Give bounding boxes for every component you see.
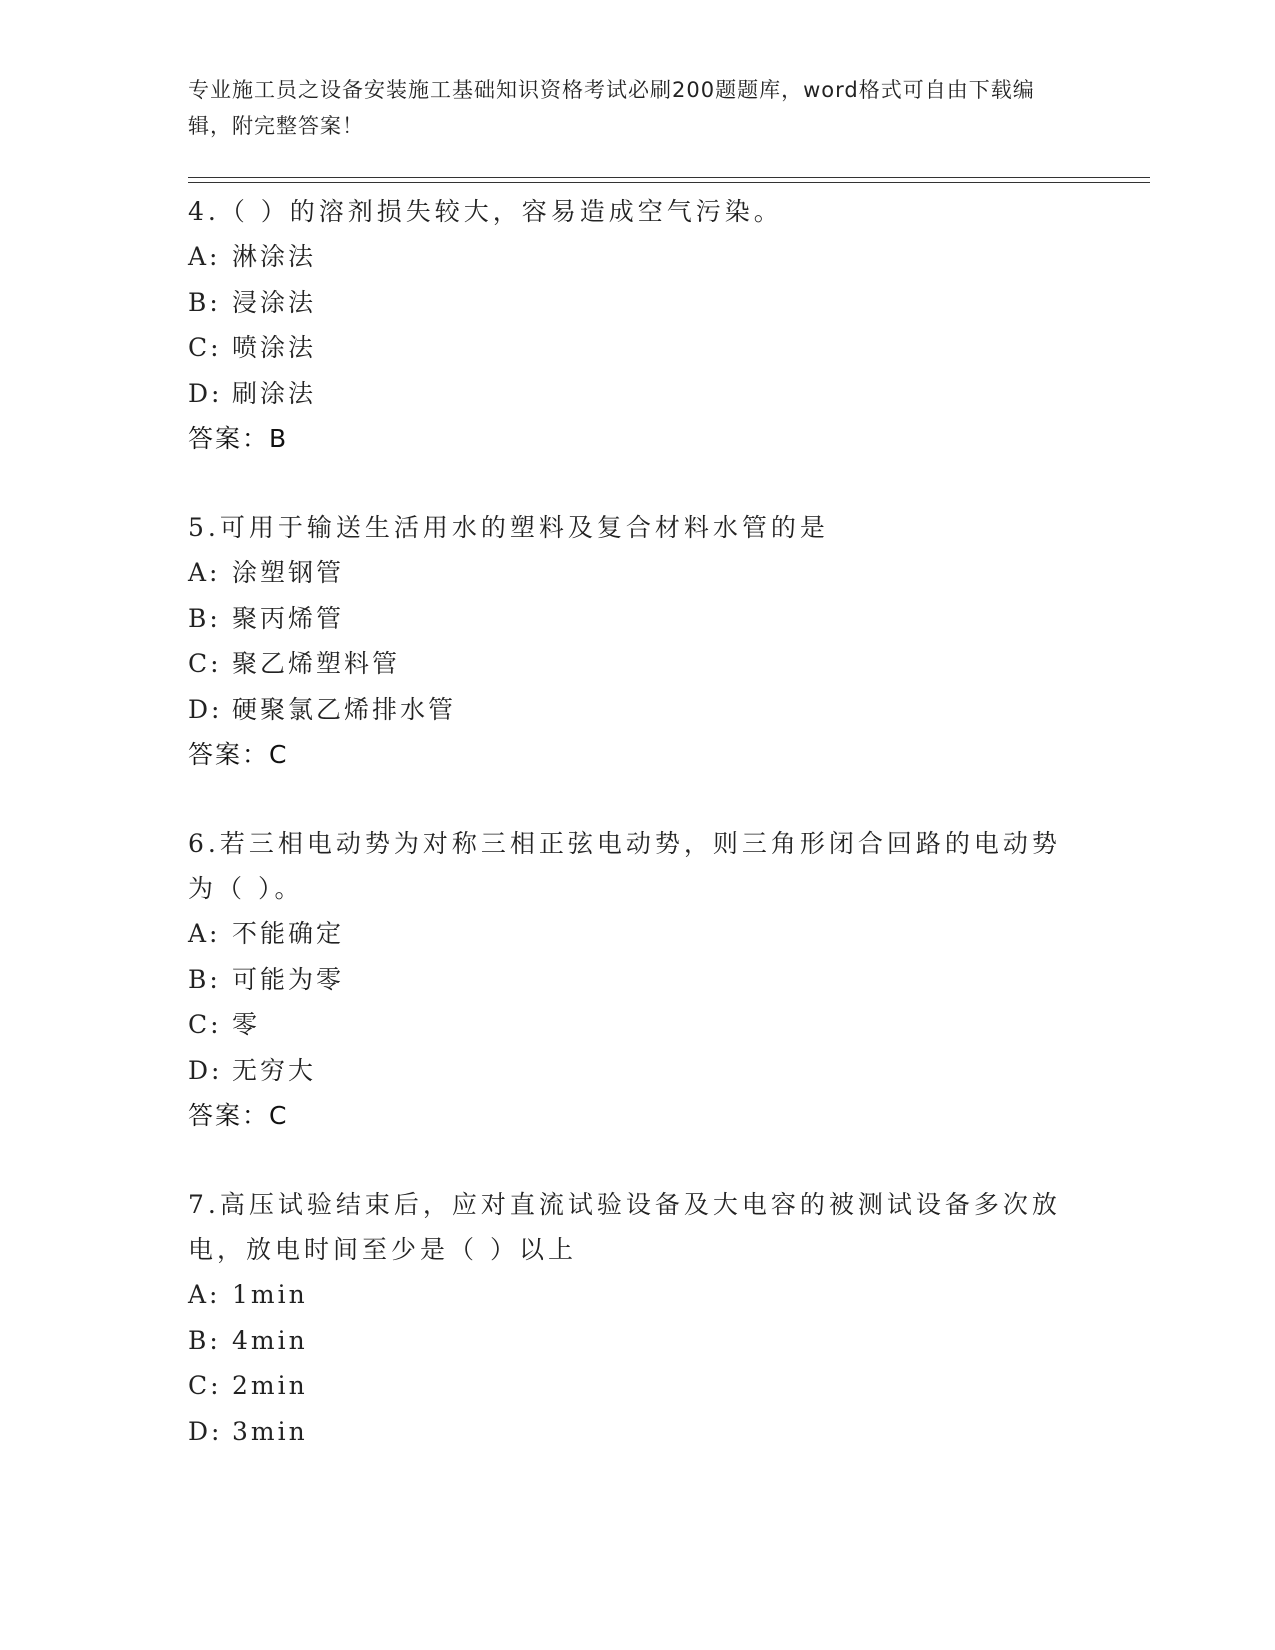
header-divider-top: [188, 177, 1150, 178]
option-text: 聚丙烯管: [232, 603, 345, 633]
option-letter: D:: [188, 694, 223, 724]
question-7: [188, 1182, 1068, 1454]
option-b: [188, 1318, 1068, 1364]
option-a: [188, 1272, 1068, 1318]
option-letter: A:: [188, 242, 221, 271]
option-letter: C:: [188, 1371, 222, 1400]
option-text: 3min: [232, 1416, 308, 1446]
document-header: 专业施工员之设备安装施工基础知识资格考试必刷200题题库，word格式可自由下载编辑，附完整答案！: [188, 78, 1035, 138]
option-d: [188, 687, 1068, 733]
option-d: [188, 371, 1068, 417]
option-letter: D:: [188, 378, 223, 408]
option-letter: B:: [188, 1325, 221, 1355]
question-text: 5.可用于输送生活用水的塑料及复合材料水管的是: [188, 513, 829, 542]
option-a: [188, 550, 1068, 596]
question-5: [188, 505, 1068, 777]
question-text: 4.（ ）的溶剂损失较大，容易造成空气污染。: [188, 197, 783, 226]
option-letter: A:: [188, 558, 221, 587]
option-letter: C:: [188, 1010, 222, 1039]
option-letter: C:: [188, 649, 222, 678]
option-text: 不能确定: [232, 919, 345, 948]
option-b: [188, 280, 1068, 326]
option-text: 零: [232, 1010, 261, 1039]
question-6: [188, 821, 1068, 1138]
option-text: 喷涂法: [232, 333, 317, 362]
option-text: 4min: [232, 1325, 308, 1355]
option-c: [188, 1363, 1068, 1409]
option-text: 聚乙烯塑料管: [232, 649, 401, 678]
option-text: 硬聚氯乙烯排水管: [232, 694, 457, 724]
option-letter: D:: [188, 1416, 223, 1446]
option-b: [188, 957, 1068, 1003]
option-text: 淋涂法: [232, 242, 317, 271]
option-letter: B:: [188, 964, 221, 994]
question-4: [188, 189, 1068, 461]
question-list: [188, 189, 1068, 1498]
option-text: 1min: [232, 1280, 308, 1309]
option-c: [188, 325, 1068, 371]
option-text: 无穷大: [232, 1055, 317, 1085]
option-letter: B:: [188, 603, 221, 633]
answer-label: 答案：C: [188, 740, 289, 769]
option-b: [188, 596, 1068, 642]
option-letter: D:: [188, 1055, 223, 1085]
answer-label: 答案：B: [188, 424, 289, 453]
option-letter: B:: [188, 287, 221, 317]
option-text: 可能为零: [232, 964, 345, 994]
option-text: 浸涂法: [232, 287, 317, 317]
option-letter: A:: [188, 1280, 221, 1309]
option-text: 涂塑钢管: [232, 558, 345, 587]
option-d: [188, 1048, 1068, 1094]
option-c: [188, 641, 1068, 687]
question-text: 6.若三相电动势为对称三相正弦电动势，则三角形闭合回路的电动势为（ ）。: [188, 829, 1061, 903]
option-text: 刷涂法: [232, 378, 317, 408]
option-letter: C:: [188, 333, 222, 362]
header-divider-bottom: [188, 182, 1150, 183]
option-text: 2min: [232, 1371, 308, 1400]
question-text: 7.高压试验结束后，应对直流试验设备及大电容的被测试设备多次放电，放电时间至少是（ ）以上: [188, 1190, 1061, 1264]
option-a: [188, 234, 1068, 280]
option-c: [188, 1002, 1068, 1048]
option-a: [188, 911, 1068, 957]
option-d: [188, 1409, 1068, 1455]
option-letter: A:: [188, 919, 221, 948]
answer-label: 答案：C: [188, 1101, 289, 1130]
